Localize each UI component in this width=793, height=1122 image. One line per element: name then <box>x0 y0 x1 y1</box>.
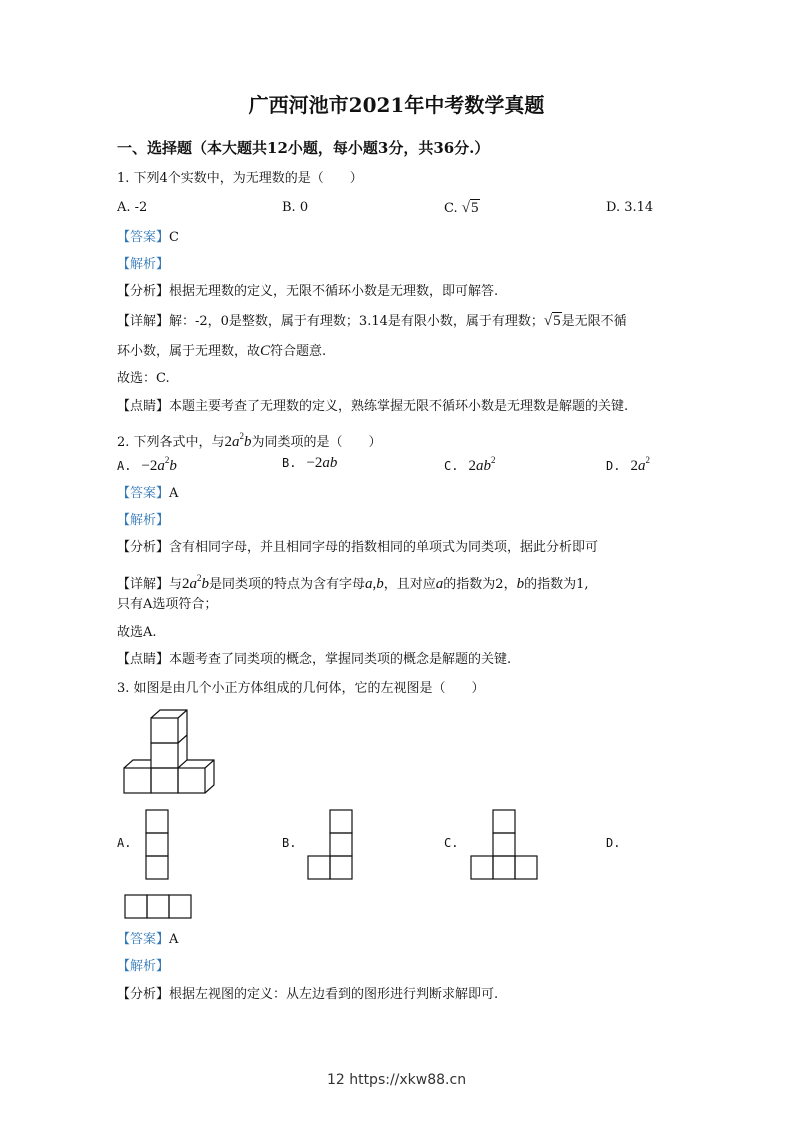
text-line <box>117 539 598 557</box>
math-text: 2 <box>182 576 190 592</box>
math-text: , <box>372 576 377 592</box>
text-line <box>117 485 178 503</box>
section-tag: 【解析】 <box>117 513 170 528</box>
text-line <box>117 512 169 530</box>
page-footer: 12 https://xkw88.cn <box>326 1072 467 1088</box>
text-line <box>117 256 169 274</box>
section-tag: 【答案】 <box>117 932 170 947</box>
page-title: 广西河池市2021年中考数学真题 <box>248 93 545 117</box>
text-segment: A <box>169 932 179 947</box>
math-text: 2 <box>490 455 496 465</box>
text-line <box>117 569 588 594</box>
text-line <box>117 931 178 949</box>
q1-option-d: D. 3.14 <box>606 200 654 215</box>
text-line <box>117 427 382 452</box>
option-label: D. <box>606 459 621 473</box>
q2-option-c <box>444 455 495 475</box>
section-tag: 【答案】 <box>117 230 170 245</box>
math-text: −2 <box>141 458 158 474</box>
q3-option-a-figure <box>144 809 170 881</box>
text-segment: A <box>169 486 179 501</box>
text-segment: 的指数为1, <box>524 577 589 592</box>
q3-option-b-label: B. <box>282 836 297 850</box>
text-line <box>117 398 628 416</box>
q3-option-c-figure <box>469 809 541 881</box>
section-heading: 一、选择题（本大题共12小题，每小题3分，共36分.） <box>117 139 490 157</box>
q1-option-a: A. -2 <box>117 200 148 215</box>
math-text: a <box>189 576 198 592</box>
text-segment: 2. 下列各式中，与 <box>117 435 225 450</box>
text-segment: 【详解】解：-2，0是整数，属于有理数；3.14是有限小数，属于有理数； <box>117 314 544 329</box>
q1-option-c <box>444 200 480 217</box>
text-segment: 【分析】根据无理数的定义，无限不循环小数是无理数，即可解答. <box>117 284 499 299</box>
text-line <box>117 680 485 698</box>
text-segment: 1. 下列4个实数中，为无理数的是（ ） <box>117 171 363 186</box>
sqrt-expression: √5 <box>461 200 479 216</box>
q2-option-a <box>117 455 177 475</box>
math-text: 2 <box>224 434 233 450</box>
q1-option-c-label: C. <box>444 201 458 216</box>
option-label: B. <box>282 456 297 470</box>
q1-option-b: B. 0 <box>282 200 309 215</box>
solid-figure <box>120 705 220 797</box>
text-segment: 是无限不循 <box>561 314 627 329</box>
q3-option-d-label: D. <box>606 836 621 850</box>
q2-option-d <box>606 455 650 475</box>
math-text: −2 <box>306 455 323 471</box>
math-text: 2 <box>197 573 202 583</box>
q2-option-b <box>282 455 337 472</box>
text-segment: 【点睛】本题主要考查了无理数的定义，熟练掌握无限不循环小数是无理数是解题的关键. <box>117 399 629 414</box>
text-segment: 3. 如图是由几个小正方体组成的几何体，它的左视图是（ ） <box>117 681 485 696</box>
text-line <box>117 229 179 247</box>
text-line <box>117 958 169 976</box>
text-segment: 的指数为2， <box>443 577 517 592</box>
math-text: a <box>365 576 373 592</box>
math-text: 2 <box>239 431 245 441</box>
text-line <box>117 370 170 388</box>
text-segment: 故选：C. <box>117 371 170 386</box>
q3-option-c-label: C. <box>444 836 459 850</box>
text-segment: ，且对应 <box>383 577 436 592</box>
text-segment: 是同类项的特点为含有字母 <box>209 577 366 592</box>
math-text: C <box>260 343 271 359</box>
option-label: A. <box>117 459 132 473</box>
math-text: ab <box>322 455 338 471</box>
sqrt-expression: √5 <box>543 313 561 329</box>
math-text: b <box>244 434 252 450</box>
text-line <box>117 596 217 614</box>
math-text: a <box>435 576 444 592</box>
math-text: 2 <box>630 458 638 474</box>
text-segment: 符合题意. <box>270 344 327 359</box>
section-tag: 【解析】 <box>117 257 170 272</box>
text-segment: 只有A选项符合； <box>117 597 218 612</box>
q3-option-d-figure <box>123 894 195 920</box>
text-line <box>117 342 326 361</box>
text-line <box>117 312 627 331</box>
option-label: C. <box>444 459 459 473</box>
math-text: a <box>157 458 165 474</box>
text-line <box>117 986 498 1004</box>
text-line <box>117 624 157 642</box>
section-tag: 【解析】 <box>117 959 170 974</box>
text-segment: 【分析】根据左视图的定义：从左边看到的图形进行判断求解即可. <box>117 987 499 1002</box>
section-tag: 【答案】 <box>117 486 170 501</box>
math-text: b <box>376 576 384 592</box>
text-line <box>117 651 511 669</box>
math-text: b <box>201 576 210 592</box>
q3-option-a-label: A. <box>117 836 132 850</box>
text-segment: 环小数，属于无理数，故 <box>117 344 261 359</box>
text-line <box>117 283 498 301</box>
math-text: 2 <box>164 455 170 465</box>
math-text: a <box>637 458 646 474</box>
text-segment: 【点睛】本题考查了同类项的概念，掌握同类项的概念是解题的关键. <box>117 652 512 667</box>
math-text: 2 <box>468 458 476 474</box>
math-text: a <box>232 434 240 450</box>
text-segment: 【详解】与 <box>117 577 183 592</box>
math-text: b <box>516 576 525 592</box>
text-segment: 故选A. <box>117 625 157 640</box>
math-text: b <box>169 458 177 474</box>
text-segment: 为同类项的是（ ） <box>251 435 382 450</box>
math-text: 2 <box>645 455 650 465</box>
text-segment: C <box>169 230 179 245</box>
q3-option-b-figure <box>306 809 356 881</box>
math-text: ab <box>475 458 491 474</box>
text-line <box>117 170 363 188</box>
text-segment: 【分析】含有相同字母，并且相同字母的指数相同的单项式为同类项，据此分析即可 <box>117 540 599 555</box>
